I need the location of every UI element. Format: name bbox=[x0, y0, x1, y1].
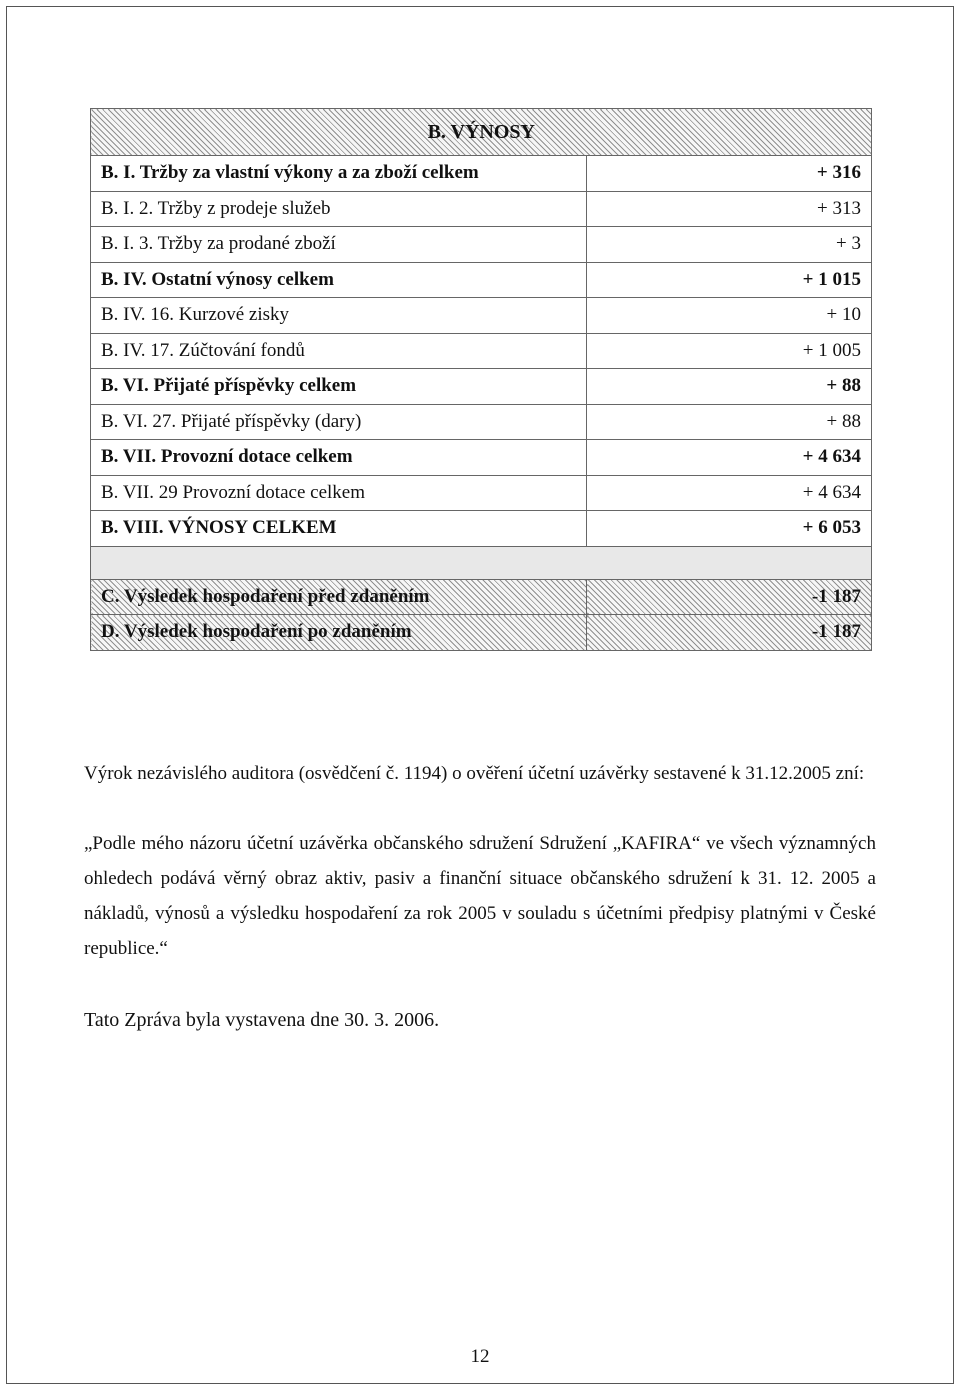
table-row bbox=[91, 440, 872, 476]
row-value: + 1 015 bbox=[587, 262, 872, 298]
row-value: + 88 bbox=[587, 369, 872, 405]
row-value: + 4 634 bbox=[587, 440, 872, 476]
row-value: + 316 bbox=[587, 156, 872, 192]
row-value: + 313 bbox=[587, 191, 872, 227]
spacer-row bbox=[91, 546, 872, 579]
row-label: B. IV. 16. Kurzové zisky bbox=[91, 298, 587, 334]
table-row bbox=[91, 191, 872, 227]
row-label: B. VII. Provozní dotace celkem bbox=[91, 440, 587, 476]
result-row bbox=[91, 615, 872, 651]
table-row bbox=[91, 369, 872, 405]
table-header-row bbox=[91, 109, 872, 156]
table-row bbox=[91, 298, 872, 334]
row-label: B. VII. 29 Provozní dotace celkem bbox=[91, 475, 587, 511]
row-label: B. I. 2. Tržby z prodeje služeb bbox=[91, 191, 587, 227]
row-label: B. IV. Ostatní výnosy celkem bbox=[91, 262, 587, 298]
result-label: C. Výsledek hospodaření před zdaněním bbox=[91, 579, 587, 615]
row-label: B. VIII. VÝNOSY CELKEM bbox=[91, 511, 587, 547]
table-row bbox=[91, 475, 872, 511]
row-label: B. I. Tržby za vlastní výkony a za zboží celkem bbox=[91, 156, 587, 192]
table-header: B. VÝNOSY bbox=[91, 109, 872, 156]
result-row bbox=[91, 579, 872, 615]
auditor-statement: Výrok nezávislého auditora (osvědčení č. 1194) o ověření účetní uzávěrky sestavené k 31.12.2005 zní: bbox=[84, 763, 865, 784]
page-number: 12 bbox=[470, 1346, 490, 1367]
row-label: B. IV. 17. Zúčtování fondů bbox=[91, 333, 587, 369]
row-value: + 88 bbox=[587, 404, 872, 440]
issue-date-note: Tato Zpráva byla vystavena dne 30. 3. 2006. bbox=[84, 1009, 440, 1031]
row-value: + 1 005 bbox=[587, 333, 872, 369]
result-value: -1 187 bbox=[587, 579, 872, 615]
table-row bbox=[91, 156, 872, 192]
table-row bbox=[91, 404, 872, 440]
auditor-opinion: „Podle mého názoru účetní uzávěrka občanského sdružení Sdružení „KAFIRA“ ve všech významných ohledech podává věrný obraz aktiv, pasiv a finanční situace občanského sdružení k 31. 12. 2005 a nákladů, výnosů a výsledku hospodaření za rok 2005 v souladu s účetními předpisy platnými v České republice.“ bbox=[84, 833, 876, 959]
result-label: D. Výsledek hospodaření po zdanění​m bbox=[91, 615, 587, 651]
table-row bbox=[91, 262, 872, 298]
result-value: -1 187 bbox=[587, 615, 872, 651]
table-row bbox=[91, 227, 872, 263]
row-label: B. VI. 27. Přijaté příspěvky (dary) bbox=[91, 404, 587, 440]
spacer-cell bbox=[91, 546, 872, 579]
row-value: + 4 634 bbox=[587, 475, 872, 511]
row-value: + 6 053 bbox=[587, 511, 872, 547]
row-label: B. I. 3. Tržby za prodané zboží bbox=[91, 227, 587, 263]
revenue-table bbox=[90, 108, 872, 651]
table-row bbox=[91, 333, 872, 369]
table-row bbox=[91, 511, 872, 547]
row-label: B. VI. Přijaté příspěvky celkem bbox=[91, 369, 587, 405]
row-value: + 10 bbox=[587, 298, 872, 334]
row-value: + 3 bbox=[587, 227, 872, 263]
